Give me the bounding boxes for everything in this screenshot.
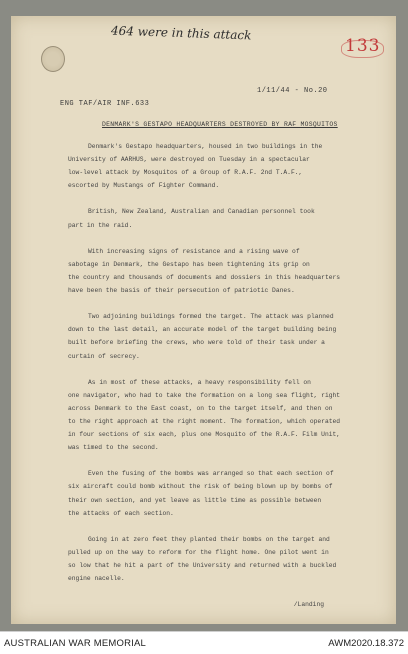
accession-number: AWM2020.18.372 — [328, 638, 404, 649]
paragraph-line: With increasing signs of resistance and a rising wave of — [88, 247, 300, 255]
paragraph-line: so low that he hit a part of the University and returned with a buckled — [68, 562, 337, 569]
paragraph-line: was timed to the second. — [68, 444, 159, 452]
paragraph-line: part in the raid. — [68, 221, 133, 229]
document-headline: DENMARK'S GESTAPO HEADQUARTERS DESTROYED BY RAF MOSQUITOS — [102, 121, 338, 128]
paragraph-line: British, New Zealand, Australian and Canadian personnel took — [88, 208, 315, 216]
paragraph-line: have been the basis of their persecution of patriotic Danes. — [68, 287, 295, 295]
footer-bar — [0, 631, 408, 654]
paragraph-line: sabotage in Denmark, the Gestapo has been tightening its grip on — [68, 260, 310, 268]
paragraph-line: pulled up on the way to reform for the flight home. One pilot went in — [68, 548, 329, 556]
document-reference: ENG TAF/AIR INF.633 — [60, 100, 150, 108]
document-body — [68, 140, 354, 611]
body-paragraph — [68, 467, 354, 519]
paragraph-line: Even the fusing of the bombs was arranged so that each section of — [88, 470, 334, 478]
date-reference: 1/11/44 - No.20 — [257, 87, 328, 95]
paragraph-line: engine nacelle. — [68, 575, 125, 583]
body-paragraph — [68, 245, 354, 297]
punch-hole-mark — [41, 46, 65, 72]
paragraph-line: As in most of these attacks, a heavy responsibility fell on — [88, 378, 311, 386]
paragraph-line: the country and thousands of documents and dossiers in this headquarters — [68, 273, 341, 281]
paragraph-line: one navigator, who had to take the formation on a long sea flight, right — [68, 391, 341, 399]
paragraph-line: curtain of secrecy. — [68, 352, 140, 360]
body-paragraph — [68, 140, 354, 192]
body-paragraph — [68, 205, 354, 231]
paragraph-line: built before briefing the crews, who were told of their task under a — [68, 339, 325, 347]
page-number-stamp: 133 — [345, 36, 381, 56]
handwritten-annotation: 464 were in this attack — [110, 23, 252, 43]
body-paragraph — [68, 310, 354, 362]
paragraph-line: Denmark's Gestapo headquarters, housed in two buildings in the — [88, 143, 323, 150]
paragraph-line: Going in at zero feet they planted their bombs on the target and — [88, 535, 330, 543]
paragraph-line: in four sections of six each, plus one Mosquito of the R.A.F. Film Unit, — [68, 431, 341, 439]
paragraph-line: six aircraft could bomb without the risk of being blown up by bombs of — [68, 483, 333, 491]
paragraph-line: their own section, and yet leave as little time as possible between — [68, 496, 322, 504]
paragraph-line: Two adjoining buildings formed the target. The attack was planned — [88, 313, 334, 321]
institution-label: AUSTRALIAN WAR MEMORIAL — [4, 638, 147, 649]
body-paragraph — [68, 533, 354, 585]
paragraph-line: University of AARHUS, were destroyed on Tuesday in a spectacular — [68, 156, 310, 164]
paragraph-line: down to the last detail, an accurate model of the target building being — [68, 326, 337, 334]
body-paragraph — [68, 376, 354, 455]
paragraph-line: across Denmark to the East coast, on to the target itself, and then on — [68, 404, 333, 412]
paragraph-line: to the right approach at the right moment. The formation, which operated — [68, 417, 341, 425]
continuation-mark: /Landing — [293, 601, 324, 609]
paragraph-line: low-level attack by Mosquitos of a Group of R.A.F. 2nd T.A.F., — [68, 169, 303, 177]
paragraph-line: escorted by Mustangs of Fighter Command. — [68, 182, 220, 190]
paragraph-line: the attacks of each section. — [68, 509, 174, 517]
